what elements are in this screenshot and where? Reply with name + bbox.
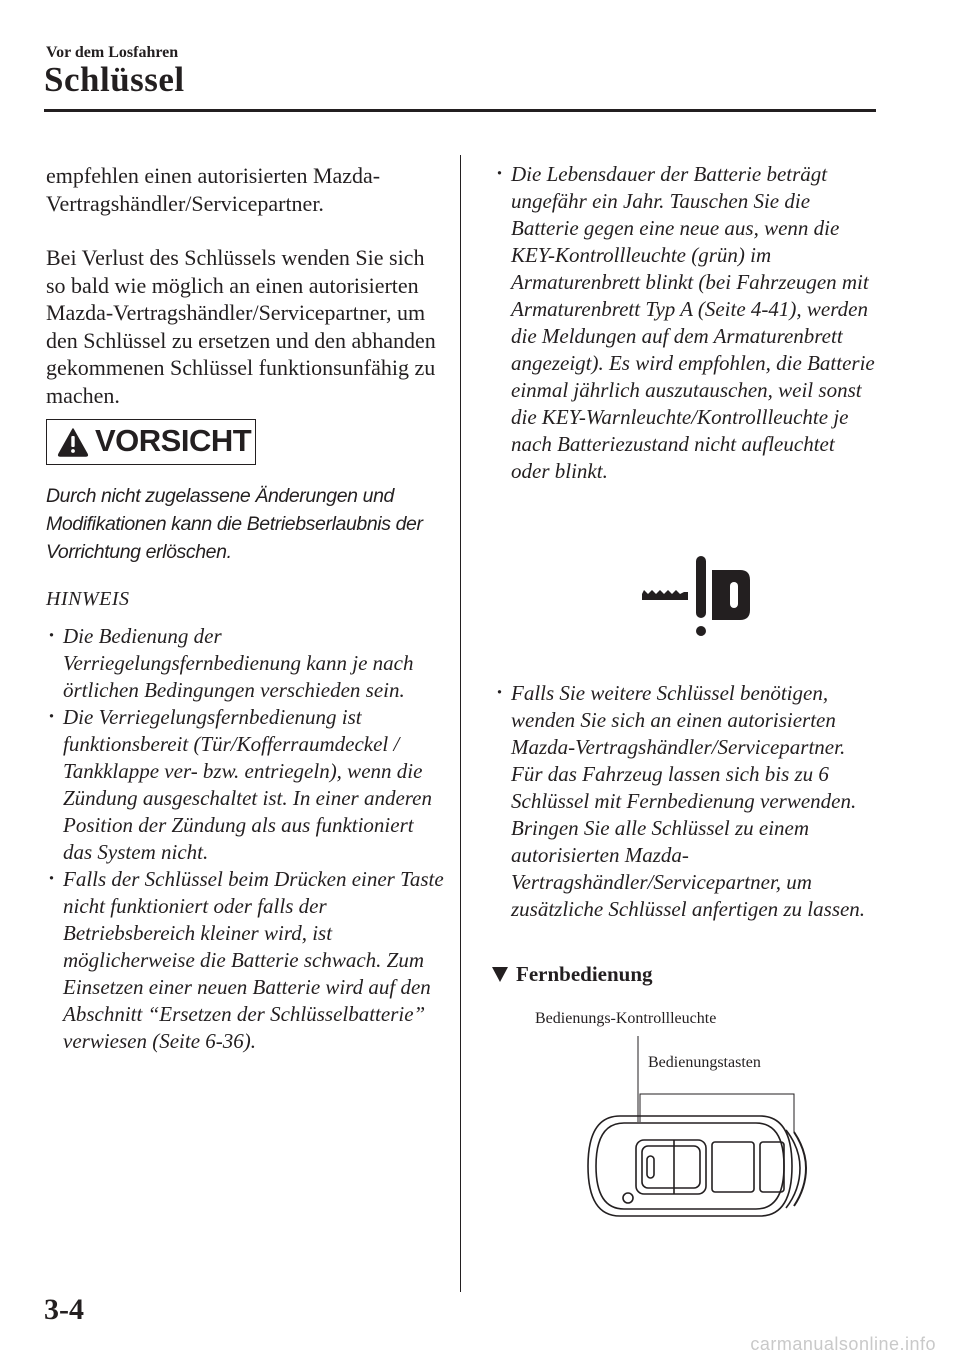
page-number: 3-4 (44, 1293, 84, 1326)
note-bullets-right-top (494, 161, 878, 485)
note-bullets-right-bottom (494, 680, 878, 923)
warning-triangle-icon (57, 427, 89, 457)
paragraph-lost-key: Bei Verlust des Schlüssels wenden Sie sich so bald wie möglich an einen autorisierten Mazda-Vertragshändler/Servicepartner, um den Schlüssel zu ersetzen und den abhanden gekommenen Schlüssel funktionsunfähig zu machen. (46, 245, 436, 408)
list-item: · Die Lebensdauer der Batterie beträgt ungefähr ein Jahr. Tauschen Sie die Batterie gegen eine neue aus, wenn die KEY-Kontrollleuchte (grün) im Armaturenbrett blinkt (bei Fahrzeugen mit Armaturenbrett Typ A (Seite 4-41), werden die Meldungen auf dem Armaturenbrett angezeigt). Es wird empfohlen, die Batterie einmal jährlich auszutauschen, weil sonst die KEY-Warnleuchte/Kontrollleuchte je nach Batteriezustand nicht aufleuchtet oder blinkt. (494, 161, 878, 485)
triangle-bullet-icon (492, 967, 508, 982)
note-heading: HINWEIS (46, 588, 130, 610)
key-warning-light-icon (636, 552, 752, 638)
title-rule (44, 109, 876, 112)
page-title: Schlüssel (44, 60, 185, 99)
subsection-heading (492, 962, 653, 987)
watermark: carmanualsonline.info (750, 1334, 936, 1354)
list-item: · Falls Sie weitere Schlüssel benötigen, wenden Sie sich an einen autorisierten Mazda-Vertragshändler/Servicepartner. Für das Fahrzeug lassen sich bis zu 6 Schlüssel mit Fernbedienung verwenden. Bringen Sie alle Schlüssel zu einem autorisierten Mazda-Vertragshändler/Servicepartner, um zusätzliche Schlüssel anfertigen zu lassen. (494, 680, 878, 923)
caution-text: Durch nicht zugelassene Änderungen und Modifikationen kann die Betriebserlaubnis der Vorrichtung erlöschen. (46, 485, 423, 563)
list-item: · Falls der Schlüssel beim Drücken einer Taste nicht funktioniert oder falls der Betriebsbereich kleiner wird, ist möglicherweise die Batterie schwach. Zum Einsetzen einer neuen Batterie wird auf den Abschnitt “Ersetzen der Schlüsselbatterie” verwiesen (Seite 6-36). (46, 866, 446, 1055)
list-item: · Die Bedienung der Verriegelungsfernbedienung kann je nach örtlichen Bedingungen verschieden sein. (46, 623, 446, 704)
subsection-title: Fernbedienung (516, 962, 653, 986)
label-indicator: Bedienungs-Kontrollleuchte (535, 1010, 717, 1027)
column-divider (460, 155, 461, 1292)
section-label: Vor dem Losfahren (46, 44, 179, 61)
remote-key-diagram (580, 1030, 810, 1230)
caution-box (46, 419, 256, 465)
list-item: · Die Verriegelungsfernbedienung ist funktionsbereit (Tür/Kofferraumdeckel / Tankklappe ver- bzw. entriegeln), wenn die Zündung ausgeschaltet ist. In einer anderen Position der Zündung als aus funktioniert das System nicht. (46, 704, 446, 866)
note-bullets (46, 623, 446, 1055)
paragraph-dealer: empfehlen einen autorisierten Mazda-Vertragshändler/Servicepartner. (46, 163, 381, 216)
label-buttons: Bedienungstasten (648, 1054, 761, 1071)
caution-label: VORSICHT (95, 423, 252, 458)
